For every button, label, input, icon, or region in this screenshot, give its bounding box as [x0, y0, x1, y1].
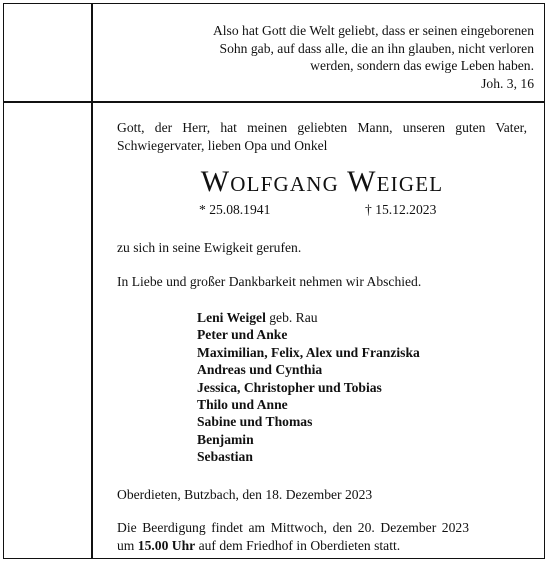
family-member: Jessica, Christopher und Tobias [197, 379, 382, 395]
place-date: Oberdieten, Butzbach, den 18. Dezember 2023 [117, 486, 373, 502]
birth-date: * 25.08.1941 [199, 202, 271, 217]
cross-vertical-bar [91, 3, 93, 559]
intro-line: Schwiegervater, lieben Opa und Onkel [117, 137, 328, 153]
family-member [197, 309, 527, 326]
farewell-text: In Liebe und großer Dankbarkeit nehmen wir Abschied. [117, 273, 422, 289]
family-member: Peter und Anke [197, 327, 288, 343]
notice-body [117, 119, 527, 554]
family-member: Sabine und Thomas [197, 414, 313, 430]
funeral-suffix: auf dem Friedhof in Oberdieten statt. [195, 537, 401, 553]
family-member: Benjamin [197, 431, 254, 447]
quote-line: Also hat Gott die Welt geliebt, dass er seinen eingeborenen [212, 23, 534, 38]
life-dates [117, 201, 527, 221]
bible-quote [154, 22, 534, 92]
intro-text [117, 119, 527, 154]
funeral-info [117, 519, 527, 554]
funeral-time: 15.00 Uhr [137, 537, 196, 553]
quote-line: Sohn gab, auf dass alle, die an ihn glauben, nicht verloren [219, 40, 534, 56]
family-member: Maximilian, Felix, Alex und Franziska [197, 344, 420, 360]
family-member: Andreas und Cynthia [197, 362, 323, 378]
deceased-name: Wolfgang Weigel [200, 165, 444, 198]
funeral-line [117, 537, 527, 555]
funeral-line: Die Beerdigung findet am Mittwoch, den 20. Dezember 2023 [117, 520, 469, 536]
family-list [197, 309, 527, 466]
funeral-prefix: um [117, 537, 138, 553]
widow-maiden-name: geb. Rau [265, 310, 318, 325]
death-date: † 15.12.2023 [365, 202, 437, 217]
widow-name: Leni Weigel [197, 310, 266, 325]
family-member: Sebastian [197, 449, 253, 465]
cross-horizontal-bar [3, 101, 545, 103]
quote-line: werden, sondern das ewige Leben haben. [310, 58, 534, 73]
quote-reference: Joh. 3, 16 [481, 75, 534, 91]
family-member: Thilo und Anne [197, 397, 288, 413]
intro-line: Gott, der Herr, hat meinen geliebten Mann, unseren guten Vater, [117, 120, 527, 135]
called-home-text: zu sich in seine Ewigkeit gerufen. [117, 240, 302, 255]
